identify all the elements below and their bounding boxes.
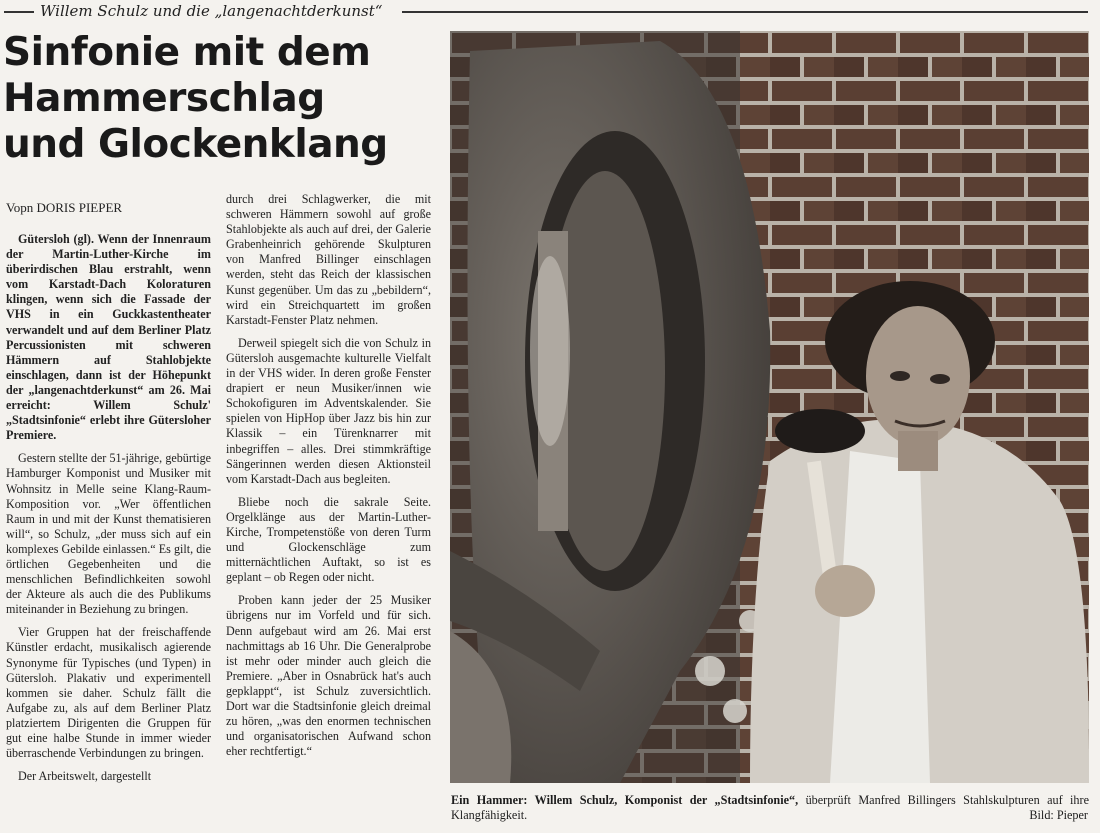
article-column-1 [6,232,211,784]
kicker-rule-right [402,11,1088,13]
byline: Vopn DORIS PIEPER [6,200,123,215]
body-paragraph: Proben kann jeder der 25 Musiker übrigens nur im Vorfeld und für sich. Denn aufgebaut wird am 26. Mai erst nachmittags ab 16 Uhr. Die Generalprobe ist mehr oder minder auch gleich die Premiere. „Aber in Osnabrück hat's auch gepklappt“, ist Schulz zuversichtlich. Dort war die Stadtsinfonie gleich dreimal zu hören, „was den enormen technischen und organisatorischen Aufwand schon eher rechtfertigt.“ [226,593,431,759]
photo-credit: Bild: Pieper [1029,808,1088,822]
headline-line-3: und Glockenklang [3,122,388,167]
article-photo [450,31,1089,783]
body-paragraph: Vier Gruppen hat der freischaffende Künstler erdacht, musikalisch agierende Synonyme für Typisches (und Typen) in Gütersloh. Plakativ und experimentell kommen sie daher. Schulz fällt die Aufgabe zu, als auf dem Berliner Platz platziertem Dirigenten die Gruppen für gut eine halbe Stunde in immer wieder überraschende Verbindungen zu bringen. [6,625,211,761]
photo-caption [451,793,1089,823]
body-paragraph: Derweil spiegelt sich die von Schulz in Gütersloh ausgemachte kulturelle Vielfalt in der VHS wider. In deren große Fenster drapiert er neun Musiker/innen wie Schokofiguren im Adventskalender. Sie spielen von HipHop über Jazz bis hin zur Klassik – ein Türenknarrer mit inbegriffen – alles. Drei stimmkräftige Sängerinnen werden diesen Aktionsteil vom Karstadt-Dach aus begleiten. [226,335,431,486]
kicker-rule-left [4,11,34,13]
lead-paragraph: Gütersloh (gl). Wenn der Innenraum der Martin-Luther-Kirche im überirdischen Blau erstrahlt, wenn vom Karstadt-Dach Koloraturen klingen, wenn sich die Fassade der VHS in ein Guckkastentheater verwandelt und auf dem Berliner Platz Percussionisten mit schweren Hämmern auf Stahlobjekte einschlagen, dann ist der Höhepunkt der „langenachtderkunst“ am 26. Mai erreicht: Willem Schulz' „Stadtsinfonie“ erlebt ihre Gütersloher Premiere. [6,232,211,443]
photo-illustration [450,31,1089,783]
kicker-line: Willem Schulz und die „langenachtderkunst“ [40,2,383,20]
body-paragraph: Bliebe noch die sakrale Seite. Orgelklänge aus der Martin-Luther-Kirche, Trompetenstöße von deren Turm und Glockenschläge zum mitternächtlichen Auftakt, so ist es geplant – ob Regen oder nicht. [226,494,431,585]
body-paragraph: Gestern stellte der 51-jährige, gebürtige Hamburger Komponist und Musiker mit Wohnsitz in Melle seine Klang-Raum-Komposition vor. „Wer öffentlichen Raum in und mit der Kunst thematisieren will“, so Schulz, „der muss sich auf ein komplexes Gebilde einlassen.“ Es gilt, die örtlichen Gegebenheiten und die menschlichen Befindlichkeiten sowohl der Akteure als auch die des Publikums miteinander in Beziehung zu bringen. [6,451,211,617]
body-paragraph: Der Arbeitswelt, dargestellt [18,769,152,784]
article-column-2 [226,192,431,759]
headline-line-2: Hammerschlag [3,76,325,121]
body-paragraph: durch drei Schlagwerker, die mit schweren Hämmern sowohl auf große Stahlobjekte als auch auf drei, der Galerie Grabenheinrich gehörende Skulpturen von Manfred Billinger einschlagen werden, steht das Reich der klassischen Kunst gegenüber. Um das zu „bebildern“, wird ein Streichquartett im großen Karstadt-Fenster Platz nehmen. [226,192,431,327]
headline-line-1: Sinfonie mit dem [3,30,371,75]
headline [3,30,435,168]
caption-text: überprüft Manfred Billingers Stahlskulpturen auf ihre Klangfähigkeit. [451,793,1089,822]
caption-bold: Ein Hammer: Willem Schulz, Komponist der „Stadtsinfonie“, [451,793,799,807]
